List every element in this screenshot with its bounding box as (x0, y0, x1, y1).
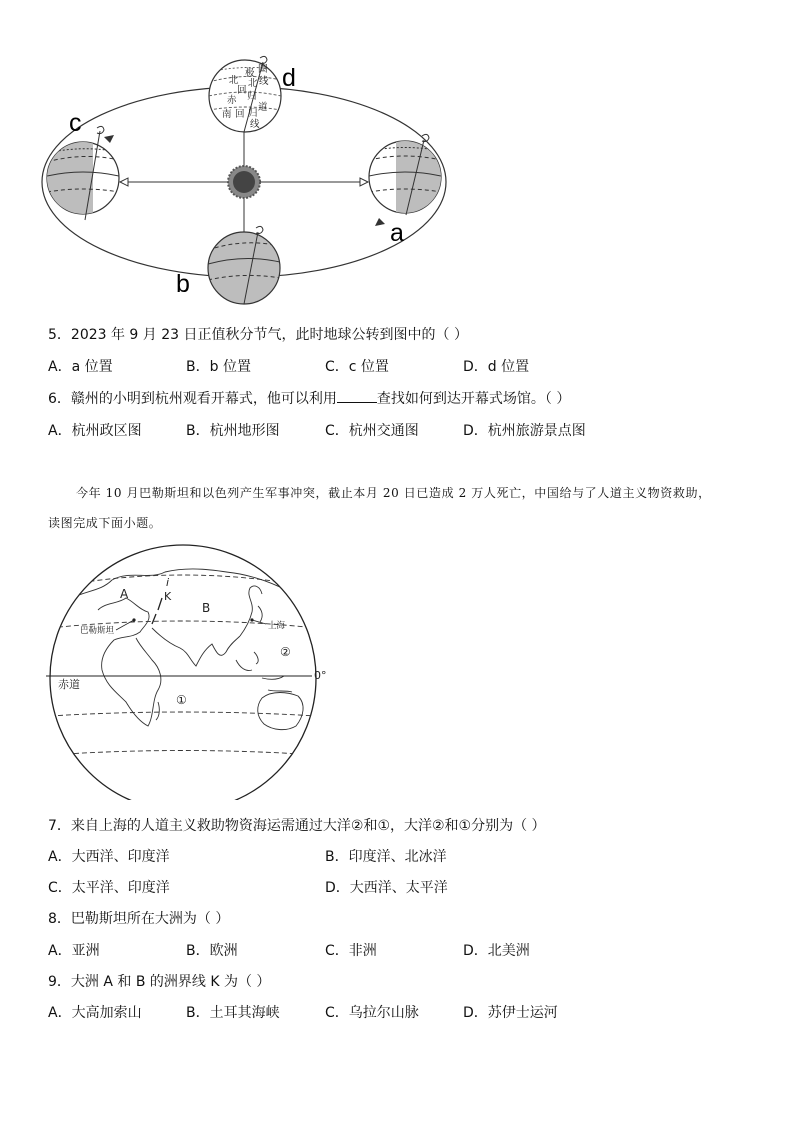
q6-answer-blank[interactable] (337, 390, 377, 403)
continent-label-a: A (120, 587, 129, 601)
question-7-stem: 7．来自上海的人道主义救助物资海运需通过大洋②和①，大洋②和①分别为（ ） (48, 818, 546, 834)
question-8-stem: 8．巴勒斯坦所在大洲为（ ） (48, 911, 230, 927)
globe-d-text: 道 (258, 102, 268, 113)
q6-option-d[interactable]: D．杭州旅游景点图 (463, 423, 586, 439)
globe-d-text: 线 (259, 76, 269, 87)
q5-option-c[interactable]: C．c 位置 (325, 359, 389, 375)
question-5-stem: 5．2023 年 9 月 23 日正值秋分节气，此时地球公转到图中的（ ） (48, 327, 468, 343)
q5-option-b[interactable]: B．b 位置 (186, 359, 251, 375)
globe-d-text: 北 (248, 78, 258, 89)
q7-option-d[interactable]: D．大西洋、太平洋 (325, 880, 448, 896)
q5-option-d[interactable]: D．d 位置 (463, 359, 530, 375)
orbit-arrow-a (375, 218, 385, 226)
sun-icon (228, 166, 260, 198)
q8-option-a[interactable]: A．亚洲 (48, 943, 100, 959)
globe-d-text: 南 (222, 109, 232, 120)
globe-a (369, 134, 446, 219)
hemisphere-map-figure (40, 540, 350, 800)
orbit-arrow-c (104, 135, 114, 143)
globe-d-text: 圈 (258, 64, 268, 75)
map-label-zero-degree: 0° (314, 669, 327, 682)
q7-option-c[interactable]: C．太平洋、印度洋 (48, 880, 170, 896)
q9-option-b[interactable]: B．土耳其海峡 (186, 1005, 280, 1021)
globe-d-text: 归 (247, 91, 257, 102)
globe-d-text: 极 (245, 68, 255, 79)
map-label-k: K (164, 590, 172, 603)
map-label-palestine: 巴勒斯坦 (80, 626, 115, 636)
q9-option-c[interactable]: C．乌拉尔山脉 (325, 1005, 419, 1021)
question-9-stem: 9．大洲 A 和 B 的洲界线 K 为（ ） (48, 974, 271, 990)
q7-option-b[interactable]: B．印度洋、北冰洋 (325, 849, 447, 865)
q6-stem-before: 6．赣州的小明到杭州观看开幕式，他可以利用 (48, 391, 337, 407)
passage-line-1: 今年 10 月巴勒斯坦和以色列产生军事冲突，截止本月 20 日已造成 2 万人死亡，中国给与了人道主义物资救助， (76, 486, 711, 500)
q8-option-d[interactable]: D．北美洲 (463, 943, 530, 959)
q6-stem-after: 查找如何到达开幕式场馆。（ ） (376, 391, 571, 407)
globe-d-text: 回 (237, 85, 247, 96)
continent-label-b: B (202, 601, 211, 615)
q8-option-c[interactable]: C．非洲 (325, 943, 377, 959)
q9-option-a[interactable]: A．大高加索山 (48, 1005, 142, 1021)
q9-option-d[interactable]: D．苏伊士运河 (463, 1005, 558, 1021)
globe-d-text: 回 (235, 109, 245, 120)
ocean-label-2: ② (280, 645, 291, 659)
globe-b (208, 226, 280, 304)
map-label-equator: 赤道 (58, 678, 80, 691)
map-label-shanghai: 上海 (268, 621, 286, 631)
ocean-label-1: ① (176, 693, 187, 707)
globe-outline (50, 545, 316, 800)
map-label-i: i (166, 576, 170, 589)
passage-line-2: 读图完成下面小题。 (48, 516, 162, 530)
q6-option-b[interactable]: B．杭州地形图 (186, 423, 280, 439)
position-label-c: c (69, 109, 82, 137)
globe-d-text: 北 (229, 75, 239, 86)
q5-option-a[interactable]: A．a 位置 (48, 359, 113, 375)
position-label-b: b (176, 270, 190, 298)
globe-d-text: 归 (248, 108, 258, 119)
q6-option-c[interactable]: C．杭州交通图 (325, 423, 419, 439)
q7-option-a[interactable]: A．大西洋、印度洋 (48, 849, 170, 865)
position-label-d: d (282, 64, 296, 92)
q6-option-a[interactable]: A．杭州政区图 (48, 423, 142, 439)
globe-d-text: 线 (250, 119, 260, 130)
question-6-stem (48, 388, 570, 408)
globe-d (209, 56, 281, 132)
earth-orbit-figure (0, 0, 480, 310)
q8-option-b[interactable]: B．欧洲 (186, 943, 238, 959)
globe-d-text: 赤 (227, 95, 237, 106)
position-label-a: a (390, 219, 404, 247)
